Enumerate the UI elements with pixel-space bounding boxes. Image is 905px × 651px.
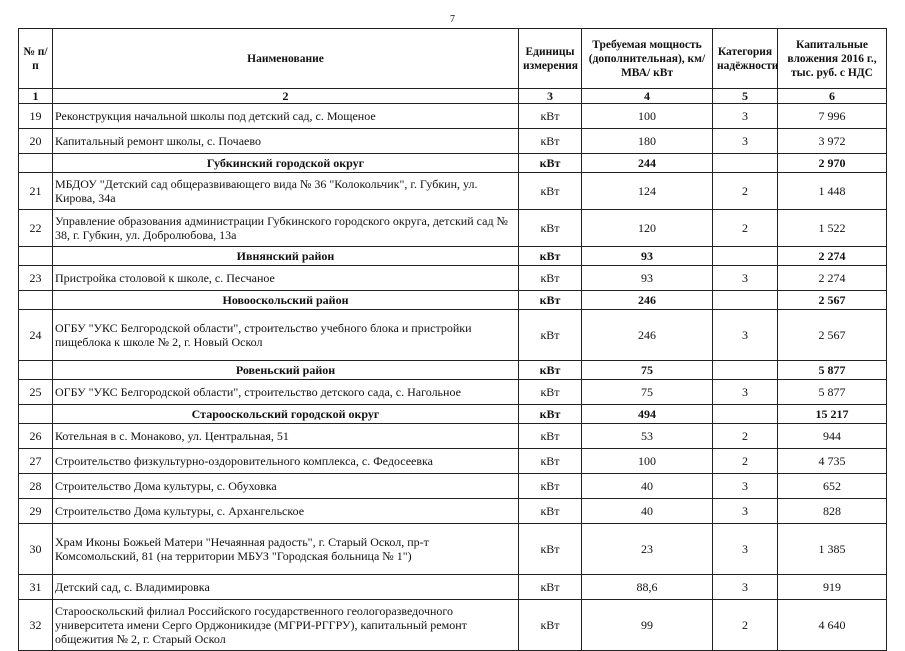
group-name: Старооскольский городской округ	[53, 405, 519, 424]
capital-cell: 4 640	[778, 600, 887, 651]
group-total-row	[19, 247, 887, 266]
row-number: 22	[19, 210, 53, 247]
category-cell	[713, 361, 778, 380]
row-number: 30	[19, 524, 53, 575]
row-number: 25	[19, 380, 53, 405]
unit-cell: кВт	[519, 499, 582, 524]
power-cell: 494	[582, 405, 713, 424]
item-name: Управление образования администрации Губкинского городского округа, детский сад № 38, г. Губкин, ул. Добролюбова, 13а	[53, 210, 519, 247]
category-cell: 3	[713, 310, 778, 361]
item-name: Строительство физкультурно-оздоровительного комплекса, с. Федосеевка	[53, 449, 519, 474]
power-cell: 93	[582, 247, 713, 266]
item-name: Детский сад, с. Владимировка	[53, 575, 519, 600]
power-cell: 124	[582, 173, 713, 210]
capital-cell: 2 274	[778, 266, 887, 291]
table-row	[19, 266, 887, 291]
header-category: Категория надёжности	[713, 29, 778, 89]
unit-cell: кВт	[519, 424, 582, 449]
row-number	[19, 405, 53, 424]
category-cell: 3	[713, 499, 778, 524]
capital-cell: 1 522	[778, 210, 887, 247]
table-row	[19, 104, 887, 129]
item-name: Строительство Дома культуры, с. Обуховка	[53, 474, 519, 499]
category-cell: 3	[713, 129, 778, 154]
capital-cell: 1 448	[778, 173, 887, 210]
unit-cell: кВт	[519, 524, 582, 575]
header-num: № п/п	[19, 29, 53, 89]
category-cell: 3	[713, 266, 778, 291]
row-number	[19, 247, 53, 266]
unit-cell: кВт	[519, 129, 582, 154]
power-cell: 100	[582, 449, 713, 474]
group-name: Губкинский городской округ	[53, 154, 519, 173]
power-cell: 53	[582, 424, 713, 449]
table-row	[19, 524, 887, 575]
category-cell: 2	[713, 210, 778, 247]
item-name: Строительство Дома культуры, с. Архангельское	[53, 499, 519, 524]
unit-cell: кВт	[519, 247, 582, 266]
capital-cell: 2 274	[778, 247, 887, 266]
power-cell: 93	[582, 266, 713, 291]
row-number	[19, 361, 53, 380]
category-cell	[713, 405, 778, 424]
row-number: 32	[19, 600, 53, 651]
row-number: 23	[19, 266, 53, 291]
category-cell: 2	[713, 449, 778, 474]
item-name: Капитальный ремонт школы, с. Почаево	[53, 129, 519, 154]
power-cell: 75	[582, 361, 713, 380]
capital-cell: 944	[778, 424, 887, 449]
capital-cell: 652	[778, 474, 887, 499]
row-number: 28	[19, 474, 53, 499]
capital-cell: 7 996	[778, 104, 887, 129]
group-total-row	[19, 405, 887, 424]
header-power: Требуемая мощность (дополнительная), км/ МВА/ кВт	[582, 29, 713, 89]
unit-cell: кВт	[519, 405, 582, 424]
header-row	[19, 29, 887, 89]
category-cell	[713, 154, 778, 173]
capital-cell: 3 972	[778, 129, 887, 154]
unit-cell: кВт	[519, 173, 582, 210]
group-total-row	[19, 154, 887, 173]
category-cell: 2	[713, 600, 778, 651]
category-cell	[713, 247, 778, 266]
capital-cell: 2 567	[778, 310, 887, 361]
unit-cell: кВт	[519, 361, 582, 380]
row-number: 20	[19, 129, 53, 154]
item-name: Реконструкция начальной школы под детский сад, с. Мощеное	[53, 104, 519, 129]
unit-cell: кВт	[519, 104, 582, 129]
column-number: 1	[19, 89, 53, 104]
capital-cell: 15 217	[778, 405, 887, 424]
power-cell: 180	[582, 129, 713, 154]
item-name: МБДОУ "Детский сад общеразвивающего вида № 36 "Колокольчик", г. Губкин, ул. Кирова, 34а	[53, 173, 519, 210]
power-cell: 40	[582, 474, 713, 499]
row-number: 21	[19, 173, 53, 210]
category-cell: 3	[713, 524, 778, 575]
power-cell: 100	[582, 104, 713, 129]
table-row	[19, 380, 887, 405]
capital-cell: 5 877	[778, 380, 887, 405]
category-cell: 3	[713, 380, 778, 405]
power-cell: 120	[582, 210, 713, 247]
row-number: 19	[19, 104, 53, 129]
column-number-row	[19, 89, 887, 104]
capital-cell: 919	[778, 575, 887, 600]
table-row	[19, 424, 887, 449]
header-capital: Капитальные вложения 2016 г., тыс. руб. с НДС	[778, 29, 887, 89]
unit-cell: кВт	[519, 210, 582, 247]
capital-cell: 828	[778, 499, 887, 524]
power-cell: 23	[582, 524, 713, 575]
power-cell: 246	[582, 291, 713, 310]
item-name: ОГБУ "УКС Белгородской области", строительство учебного блока и пристройки пищеблока к школе № 2, г. Новый Оскол	[53, 310, 519, 361]
category-cell	[713, 291, 778, 310]
power-cell: 99	[582, 600, 713, 651]
table-row	[19, 600, 887, 651]
table-row	[19, 173, 887, 210]
group-total-row	[19, 361, 887, 380]
row-number: 24	[19, 310, 53, 361]
table-row	[19, 449, 887, 474]
category-cell: 3	[713, 575, 778, 600]
header-unit: Единицы измерения	[519, 29, 582, 89]
item-name: Старооскольский филиал Российского государственного геологоразведочного университета имени Серго Орджоникидзе (МГРИ-РГГРУ), капитальный ремонт общежития № 2, г. Старый Оскол	[53, 600, 519, 651]
row-number	[19, 154, 53, 173]
row-number: 26	[19, 424, 53, 449]
table-body	[19, 104, 887, 651]
table-row	[19, 575, 887, 600]
unit-cell: кВт	[519, 380, 582, 405]
group-name: Ровеньский район	[53, 361, 519, 380]
capital-cell: 1 385	[778, 524, 887, 575]
group-name: Новооскольский район	[53, 291, 519, 310]
capital-cell: 4 735	[778, 449, 887, 474]
table-row	[19, 474, 887, 499]
table-row	[19, 210, 887, 247]
group-name: Ивнянский район	[53, 247, 519, 266]
category-cell: 2	[713, 173, 778, 210]
category-cell: 3	[713, 104, 778, 129]
column-number: 5	[713, 89, 778, 104]
item-name: ОГБУ "УКС Белгородской области", строительство детского сада, с. Нагольное	[53, 380, 519, 405]
column-number: 3	[519, 89, 582, 104]
capital-cell: 5 877	[778, 361, 887, 380]
column-number: 4	[582, 89, 713, 104]
row-number: 31	[19, 575, 53, 600]
category-cell: 3	[713, 474, 778, 499]
unit-cell: кВт	[519, 449, 582, 474]
table-row	[19, 310, 887, 361]
capital-investment-table	[18, 28, 887, 651]
table-row	[19, 129, 887, 154]
row-number	[19, 291, 53, 310]
power-cell: 246	[582, 310, 713, 361]
item-name: Котельная в с. Монаково, ул. Центральная, 51	[53, 424, 519, 449]
unit-cell: кВт	[519, 474, 582, 499]
table-row	[19, 499, 887, 524]
power-cell: 75	[582, 380, 713, 405]
column-number: 6	[778, 89, 887, 104]
category-cell: 2	[713, 424, 778, 449]
capital-cell: 2 970	[778, 154, 887, 173]
power-cell: 244	[582, 154, 713, 173]
unit-cell: кВт	[519, 600, 582, 651]
column-number: 2	[53, 89, 519, 104]
row-number: 29	[19, 499, 53, 524]
header-name: Наименование	[53, 29, 519, 89]
item-name: Храм Иконы Божьей Матери "Нечаянная радость", г. Старый Оскол, пр-т Комсомольский, 81 (на территории МБУЗ "Городская больница № 1")	[53, 524, 519, 575]
unit-cell: кВт	[519, 310, 582, 361]
unit-cell: кВт	[519, 266, 582, 291]
group-total-row	[19, 291, 887, 310]
row-number: 27	[19, 449, 53, 474]
page-number: 7	[450, 14, 455, 25]
item-name: Пристройка столовой к школе, с. Песчаное	[53, 266, 519, 291]
unit-cell: кВт	[519, 291, 582, 310]
power-cell: 88,6	[582, 575, 713, 600]
unit-cell: кВт	[519, 154, 582, 173]
unit-cell: кВт	[519, 575, 582, 600]
capital-cell: 2 567	[778, 291, 887, 310]
power-cell: 40	[582, 499, 713, 524]
